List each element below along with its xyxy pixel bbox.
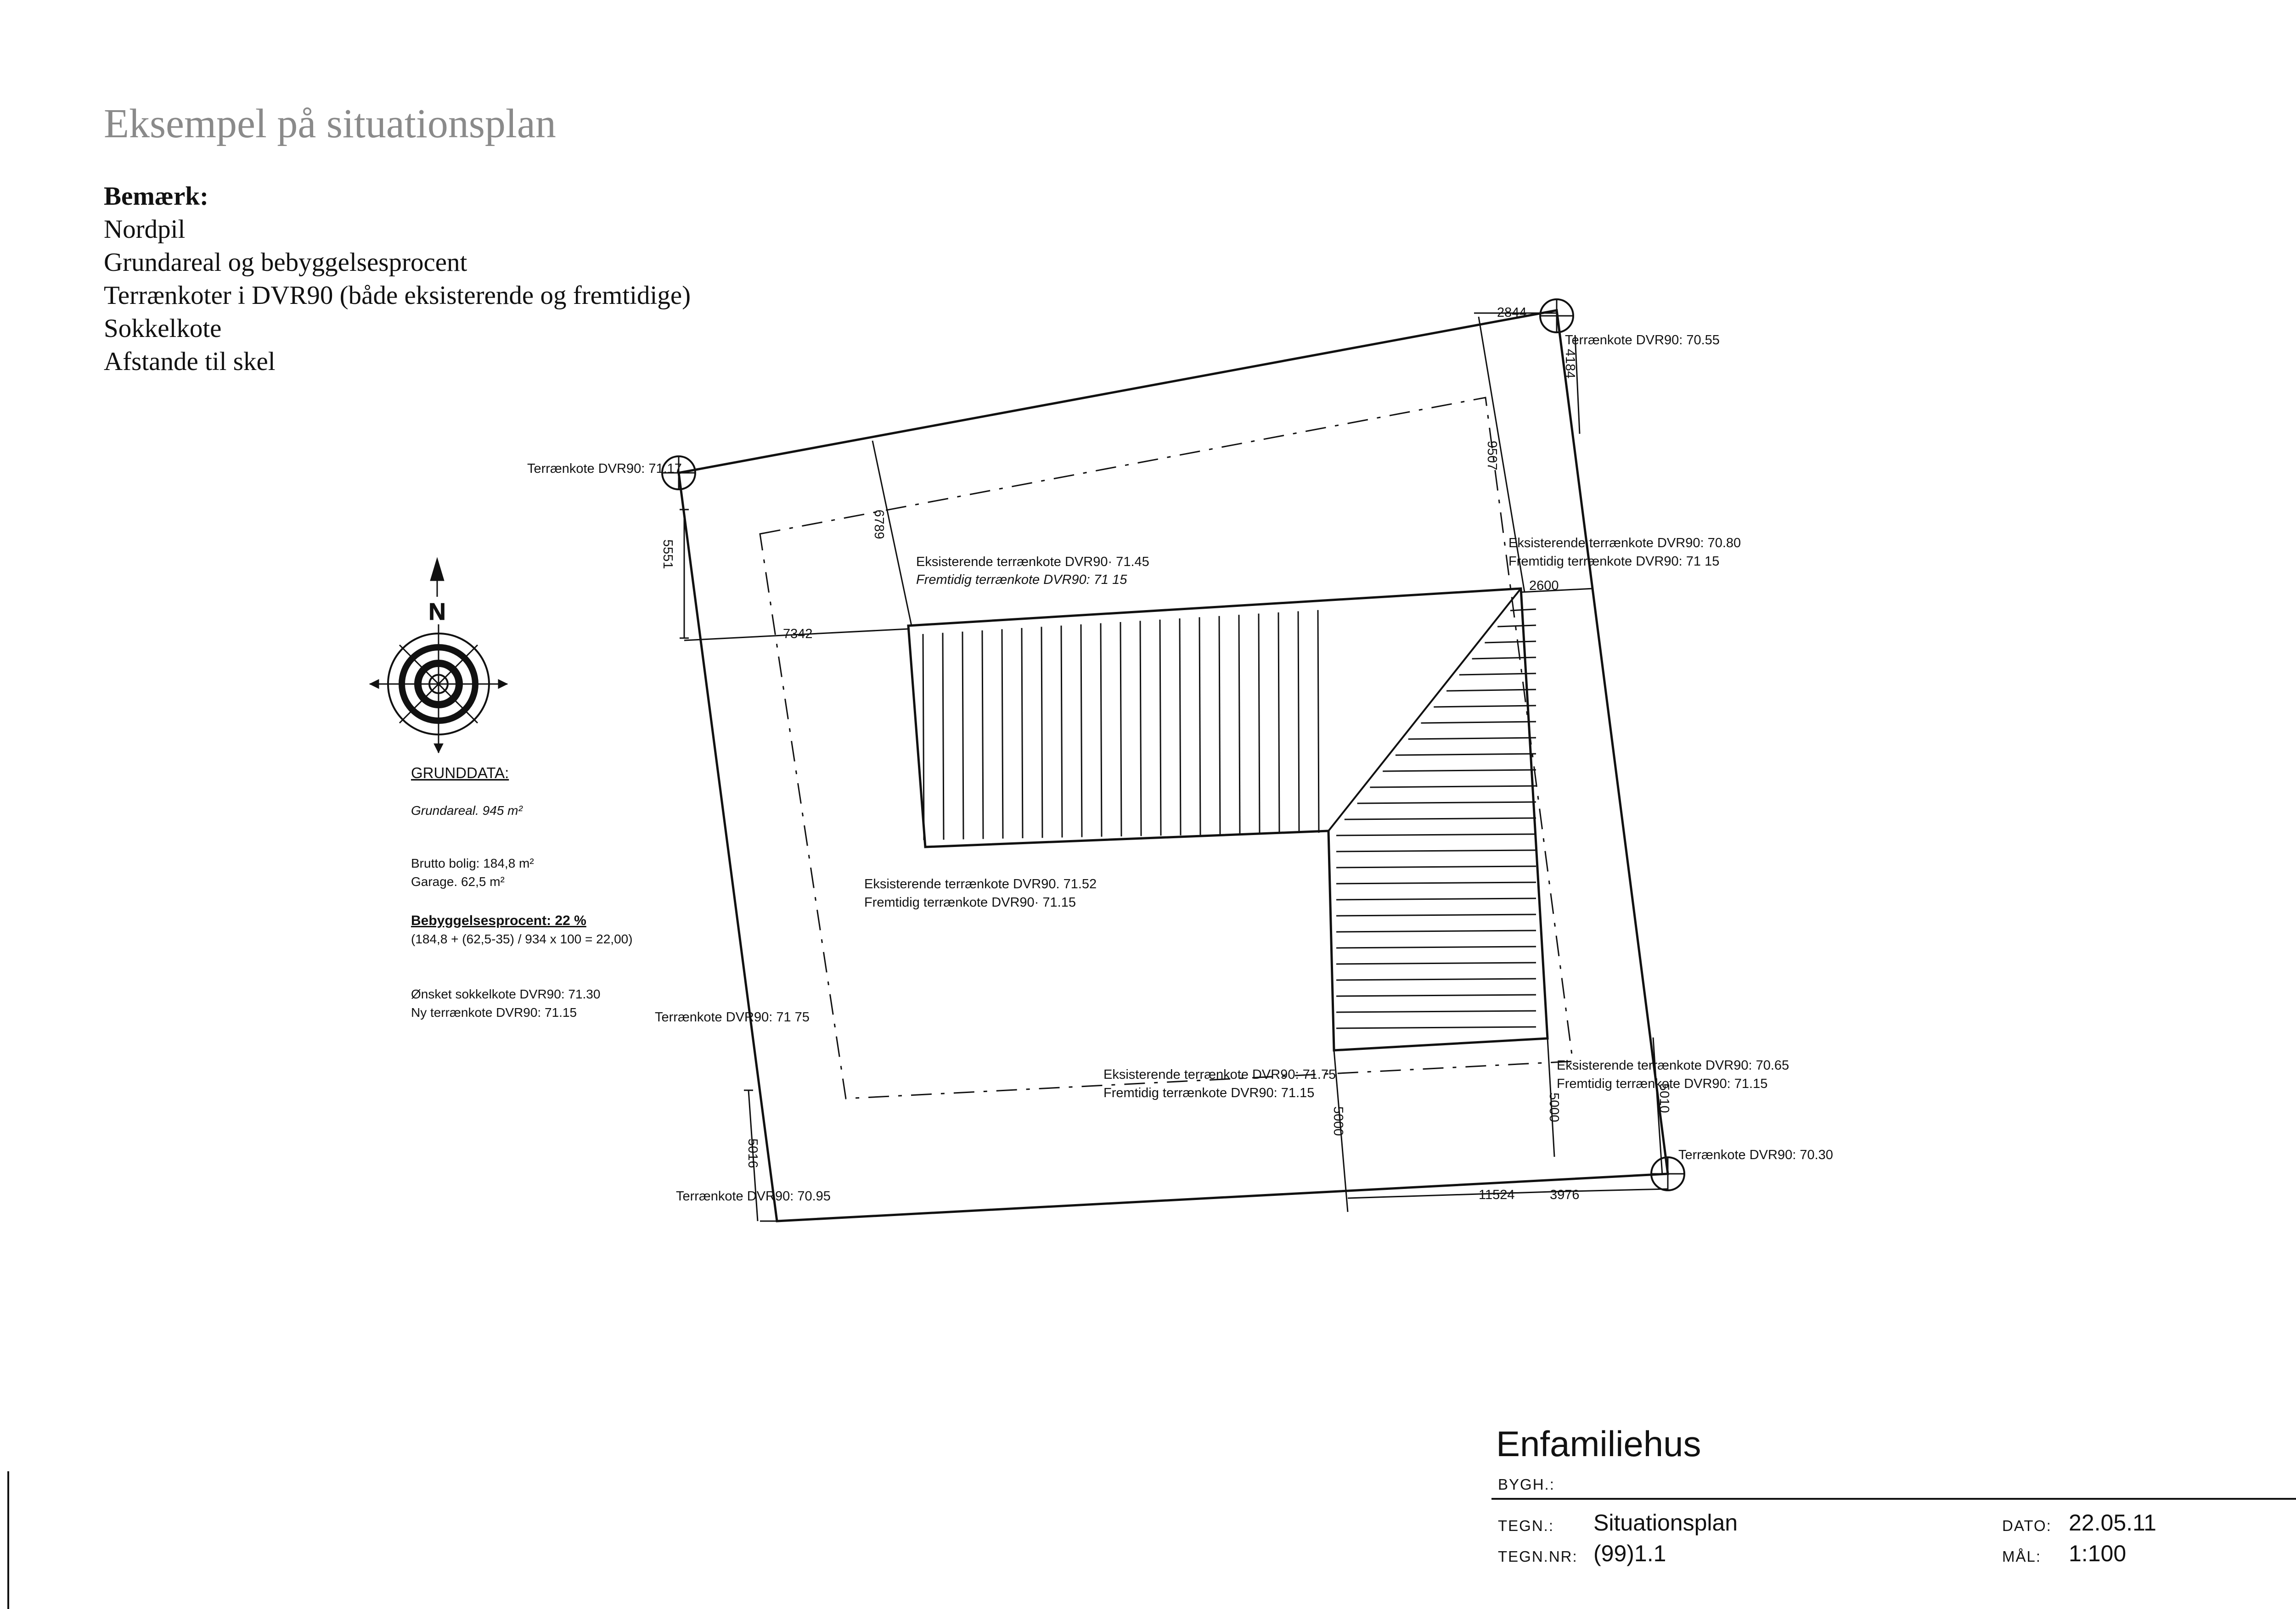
dim-11524: 11524 <box>1479 1188 1515 1202</box>
roof-hatch-line <box>1336 914 1536 916</box>
roof-hatch-line <box>1061 626 1062 838</box>
dim-5000-garage: 5000 <box>1547 1093 1561 1122</box>
roof-hatch-line <box>962 632 963 840</box>
roof-hatch-line <box>1002 629 1003 839</box>
house-label-s-future: Fremtidig terrænkote DVR90: 71.15 <box>1103 1086 1315 1100</box>
corner-label-sw: Terrænkote DVR90: 70.95 <box>676 1189 831 1204</box>
north-arrow-icon <box>430 558 444 581</box>
roof-hatch-line <box>1510 609 1536 611</box>
note-item: Grundareal og bebyggelsesprocent <box>104 248 467 277</box>
dim-4184: 4184 <box>1563 349 1577 379</box>
note-item: Sokkelkote <box>104 314 222 343</box>
roof-hatch-line <box>1383 770 1536 771</box>
roof-hatch-line <box>923 634 924 840</box>
roof-hatch-line <box>1497 625 1536 627</box>
grunddata-heading: GRUNDDATA: <box>411 764 509 781</box>
roof-hatch-line <box>1336 979 1536 980</box>
roof-hatch-line <box>1396 754 1536 755</box>
dim-5000-house: 5000 <box>1331 1106 1345 1136</box>
tegnnr-label: TEGN.NR: <box>1498 1548 1578 1565</box>
roof-hatch-line <box>1298 611 1299 833</box>
roof-hatch-line <box>1140 621 1141 836</box>
bygh-label: BYGH.: <box>1498 1476 1555 1493</box>
house-label-ne-existing: Eksisterende terrænkote DVR90: 70.80 <box>1508 536 1741 550</box>
corner-label-se: Terrænkote DVR90: 70.30 <box>1678 1148 1833 1162</box>
corner-label-nw: Terrænkote DVR90: 71.17 <box>527 461 682 476</box>
roof-hatch-line <box>1336 931 1536 932</box>
notes-heading: Bemærk: <box>104 182 208 211</box>
roof-hatch-line <box>1120 622 1121 836</box>
note-item: Afstande til skel <box>104 347 276 376</box>
brutto-text: Brutto bolig: 184,8 m² <box>411 856 534 870</box>
roof-hatch-line <box>1336 963 1536 964</box>
roof-hatch-line <box>1459 673 1536 675</box>
bebyggelsesprocent-calc: (184,8 + (62,5-35) / 934 x 100 = 22,00) <box>411 932 633 946</box>
roof-hatch-line <box>1101 623 1102 837</box>
house-label-se-existing: Eksisterende terrænkote DVR90: 70.65 <box>1557 1058 1790 1073</box>
house-label-s-existing: Eksisterende terrænkote DVR90: 71.75 <box>1103 1067 1336 1082</box>
tegnnr-value: (99)1.1 <box>1593 1541 1666 1566</box>
grunddata-block <box>411 764 633 1020</box>
roof-hatch-line <box>1370 786 1536 787</box>
roof-hatch-line <box>1199 617 1200 835</box>
bebyggelsesprocent-label: Bebyggelsesprocent: 22 % <box>411 913 586 928</box>
roof-hatch-line <box>1022 628 1023 838</box>
roof-hatch-line <box>1239 615 1240 834</box>
tegn-value: Situationsplan <box>1593 1510 1738 1536</box>
title-block-frame <box>8 1471 2296 1609</box>
north-arrow <box>370 558 507 753</box>
ny-terraenkote-text: Ny terrænkote DVR90: 71.15 <box>411 1005 577 1020</box>
house-label-sw-future: Fremtidig terrænkote DVR90· 71.15 <box>864 895 1076 910</box>
house-label-sw-existing: Eksisterende terrænkote DVR90. 71.52 <box>864 877 1097 891</box>
roof-hatch-line <box>1081 624 1082 837</box>
roof-hatch-line <box>1336 850 1536 852</box>
roof-hatch-line <box>1357 802 1536 803</box>
roof-hatch-line <box>1345 818 1536 819</box>
roof-hatch-line <box>1180 618 1181 835</box>
house-label-ne-future: Fremtidig terrænkote DVR90: 71 15 <box>1508 554 1720 569</box>
roof-hatch-line <box>1485 641 1536 643</box>
tegn-label: TEGN.: <box>1498 1517 1554 1534</box>
roof-hatch-line <box>1259 614 1260 834</box>
roof-hatch-line <box>1160 620 1161 836</box>
roof-hatch-line <box>943 633 944 840</box>
roof-hatch-line <box>1336 882 1536 884</box>
dimension-lines <box>680 313 1668 1221</box>
dim-2600: 2600 <box>1529 578 1559 593</box>
roof-hatch-line <box>1446 690 1536 691</box>
roof-hatch-line <box>1336 1011 1536 1012</box>
corner-label-ne: Terrænkote DVR90: 70.55 <box>1565 333 1720 348</box>
page-title: Eksempel på situationsplan <box>104 101 556 146</box>
maal-label: MÅL: <box>2002 1548 2042 1565</box>
plot-boundary <box>679 310 1668 1221</box>
dim-5551: 5551 <box>660 539 675 569</box>
dim-5010: 5010 <box>1657 1083 1671 1113</box>
roof-hatch-line <box>1421 722 1536 723</box>
dato-label: DATO: <box>2002 1517 2052 1534</box>
maal-value: 1:100 <box>2069 1541 2127 1566</box>
north-letter: N <box>428 599 446 625</box>
roof-hatch-line <box>1318 610 1319 833</box>
roof-ridge <box>1328 589 1521 831</box>
roof-hatch-line <box>1336 834 1536 835</box>
dim-3976: 3976 <box>1550 1188 1580 1202</box>
roof-hatch-line <box>1336 898 1536 900</box>
note-item: Terrænkoter i DVR90 (både eksisterende og fremtidige) <box>104 281 691 310</box>
roof-hatching <box>923 609 1536 1028</box>
roof-hatch-line <box>1278 612 1279 834</box>
grundareal-text: Grundareal. 945 m² <box>411 803 523 818</box>
roof-hatch-line <box>1472 657 1536 659</box>
dim-9507: 9507 <box>1485 441 1499 471</box>
house-label-nw-future: Fremtidig terrænkote DVR90: 71 15 <box>916 572 1127 587</box>
dato-value: 22.05.11 <box>2069 1510 2156 1536</box>
house-label-nw-existing: Eksisterende terrænkote DVR90· 71.45 <box>916 555 1149 569</box>
setback-line <box>760 398 1573 1099</box>
roof-hatch-line <box>1041 627 1042 838</box>
dim-6789: 6789 <box>872 510 886 539</box>
sokkelkote-text: Ønsket sokkelkote DVR90: 71.30 <box>411 987 601 1001</box>
dim-5016: 5016 <box>745 1138 760 1168</box>
roof-hatch-line <box>1336 947 1536 948</box>
house-outline <box>908 589 1548 1050</box>
roof-hatch-line <box>1336 995 1536 996</box>
garage-text: Garage. 62,5 m² <box>411 875 505 889</box>
dim-7342: 7342 <box>783 627 813 641</box>
project-title: Enfamiliehus <box>1496 1424 1701 1464</box>
roof-hatch-line <box>1434 706 1536 707</box>
roof-hatch-line <box>1219 616 1220 835</box>
house-label-se-future: Fremtidig terrænkote DVR90: 71.15 <box>1557 1076 1768 1091</box>
dim-2844: 2844 <box>1497 305 1527 320</box>
note-item: Nordpil <box>104 215 186 244</box>
roof-hatch-line <box>1336 866 1536 868</box>
point-label-w: Terrænkote DVR90: 71 75 <box>655 1010 810 1025</box>
roof-hatch-line <box>982 630 983 839</box>
roof-hatch-line <box>1336 1027 1536 1028</box>
roof-hatch-line <box>1408 738 1536 739</box>
